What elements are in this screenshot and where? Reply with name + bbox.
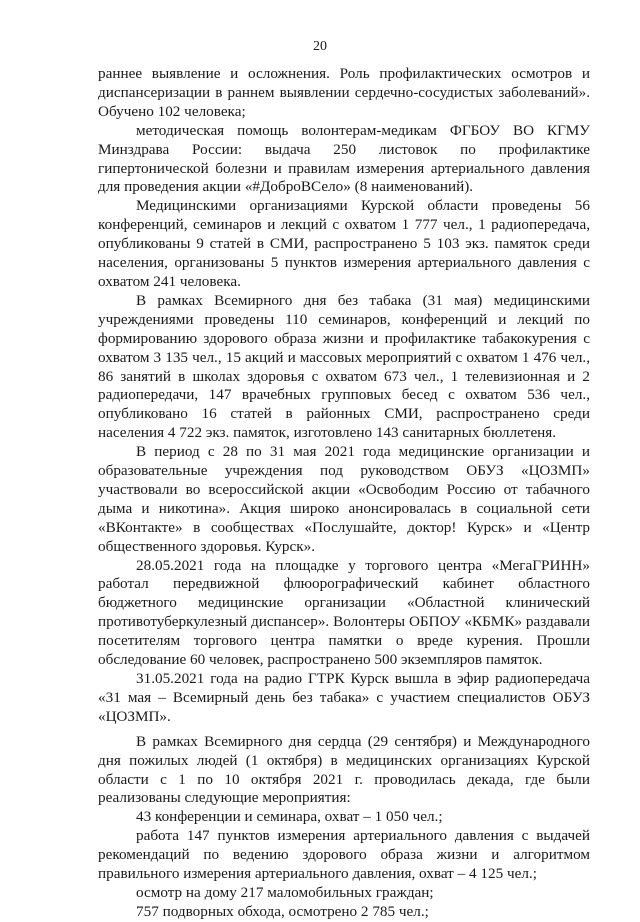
paragraph: В период с 28 по 31 мая 2021 года медицинские организации и образовательные учреждения под руководством ОБУЗ «ЦОЗМП» участвовали во всероссийской акции «Освободим Россию от табачного дыма и никотина». Акция широко анонсировалась в социальной сети «ВКонтакте» в сообществах «Послушайте, доктор! Курск» и «Центр общественного здоровья. Курск».	[98, 443, 590, 555]
paragraph: методическая помощь волонтерам-медикам ФГБОУ ВО КГМУ Минздрава России: выдача 250 листовок по профилактике гипертонической болезни и правилам измерения артериального давления для проведения акции «#ДоброВСело» (8 наименований).	[98, 121, 590, 196]
paragraph: осмотр на дому 217 маломобильных граждан;	[136, 883, 434, 901]
paragraph: работа 147 пунктов измерения артериального давления с выдачей рекомендаций по ведению здорового образа жизни и алгоритмом правильного измерения артериального давления, охват – 4 125 чел.;	[98, 827, 590, 883]
paragraph: В рамках Всемирного дня без табака (31 мая) медицинскими учреждениями проведены 110 семинаров, конференций и лекций по формированию здорового образа жизни и профилактике табакокурения с охватом 3 135 чел., 15 акций и массовых мероприятий с охватом 1 476 чел., 86 занятий в школах здоровья с охватом 673 чел., 1 телевизионная и 2 радиопередачи, 147 врачебных групповых бесед с охватом 536 чел., опубликовано 16 статей в районных СМИ, распространено среди населения 4 722 экз. памяток, изготовлено 143 санитарных бюллетеня.	[98, 291, 590, 442]
paragraph: В рамках Всемирного дня сердца (29 сентября) и Международного дня пожилых людей (1 октября) в медицинских организациях Курской области с 1 по 10 октября 2021 г. проводилась декада, где были реализованы следующие мероприятия:	[98, 732, 590, 807]
document-body	[98, 65, 590, 922]
paragraph: Медицинскими организациями Курской области проведены 56 конференций, семинаров и лекций с охватом 1 777 чел., 1 радиопередача, опубликованы 9 статей в СМИ, распространено 5 103 экз. памяток среди населения, организованы 5 пунктов измерения артериального давления с охватом 241 человека.	[98, 197, 590, 290]
paragraph: раннее выявление и осложнения. Роль профилактических осмотров и диспансеризации в раннем выявлении сердечно-сосудистых заболеваний». Обучено 102 человека;	[98, 65, 590, 120]
paragraph: 28.05.2021 года на площадке у торгового центра «МегаГРИНН» работал передвижной флюорографический кабинет областного бюджетного медицинские организации «Областной клинический противотуберкулезный диспансер». Волонтеры ОБПОУ «КБМК» раздавали посетителям торгового центра памятки о вреде курения. Прошли обследование 60 человек, распространено 500 экземпляров памяток.	[98, 556, 590, 669]
page-number: 20	[313, 39, 327, 54]
paragraph: 31.05.2021 года на радио ГТРК Курск вышла в эфир радиопередача «31 мая – Всемирный день без табака» с участием специалистов ОБУЗ «ЦОЗМП».	[98, 670, 590, 725]
paragraph: 43 конференции и семинара, охват – 1 050 чел.;	[136, 808, 443, 826]
paragraph: 757 подворных обхода, осмотрено 2 785 чел.;	[136, 902, 429, 920]
